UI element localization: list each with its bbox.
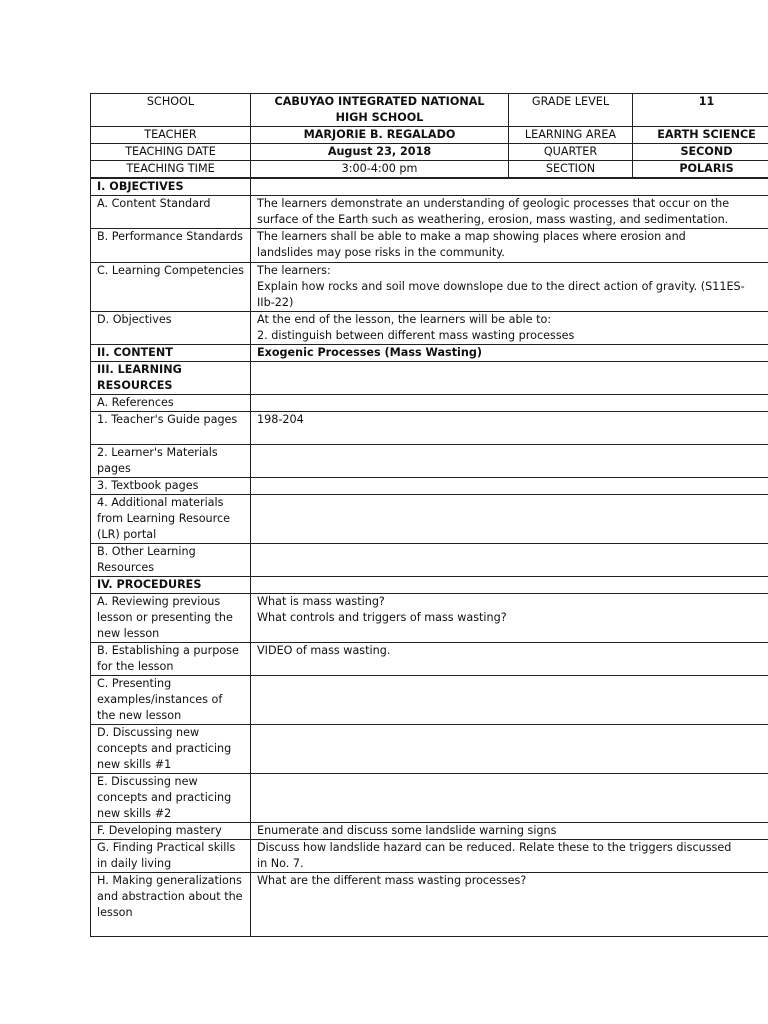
content-line: surface of the Earth such as weathering, erosion, mass wasting, and sedimentation. xyxy=(257,213,729,226)
row-content xyxy=(251,478,768,495)
content-line: Discuss how landslide hazard can be reduced. Relate these to the triggers discussed xyxy=(257,841,732,854)
row-label: 2. Learner's Materials pages xyxy=(91,445,251,478)
section-value: POLARIS xyxy=(633,161,768,178)
row-content: Exogenic Processes (Mass Wasting) xyxy=(251,345,768,362)
table-row xyxy=(91,643,768,676)
row-label: G. Finding Practical skills in daily living xyxy=(91,840,251,873)
content-line: landslides may pose risks in the community. xyxy=(257,246,505,259)
row-content xyxy=(251,312,768,345)
row-label: C. Learning Competencies xyxy=(91,263,251,312)
row-content xyxy=(251,774,768,823)
table-row xyxy=(91,544,768,577)
content-line: 2. distinguish between different mass wasting processes xyxy=(257,329,575,342)
row-content xyxy=(251,395,768,412)
row-content xyxy=(251,229,768,263)
row-content xyxy=(251,196,768,229)
row-content xyxy=(251,544,768,577)
table-row xyxy=(91,263,768,312)
learning-area-label: LEARNING AREA xyxy=(509,127,633,144)
row-label: 3. Textbook pages xyxy=(91,478,251,495)
content-line: What is mass wasting? xyxy=(257,595,385,608)
content-line: The learners: xyxy=(257,264,331,277)
school-value: CABUYAO INTEGRATED NATIONAL HIGH SCHOOL xyxy=(251,94,509,127)
row-content xyxy=(251,362,768,395)
section-label: SECTION xyxy=(509,161,633,178)
content-line: The learners shall be able to make a map showing places where erosion and xyxy=(257,230,686,243)
row-content: Enumerate and discuss some landslide warning signs xyxy=(251,823,768,840)
school-label: SCHOOL xyxy=(91,94,251,127)
row-label: A. Content Standard xyxy=(91,196,251,229)
table-row xyxy=(91,676,768,725)
row-label: A. References xyxy=(91,395,251,412)
table-row xyxy=(91,412,768,445)
content-line: in No. 7. xyxy=(257,857,304,870)
row-content: What are the different mass wasting processes? xyxy=(251,873,768,937)
table-row xyxy=(91,725,768,774)
header-row-date xyxy=(91,144,768,161)
row-label: B. Performance Standards xyxy=(91,229,251,263)
learning-area-value: EARTH SCIENCE xyxy=(633,127,768,144)
table-row xyxy=(91,362,768,395)
table-row xyxy=(91,395,768,412)
table-row xyxy=(91,179,768,196)
section-heading: III. LEARNING RESOURCES xyxy=(91,362,251,395)
table-row xyxy=(91,229,768,263)
row-label: C. Presenting examples/instances of the new lesson xyxy=(91,676,251,725)
row-content xyxy=(251,495,768,544)
header-row-time xyxy=(91,161,768,178)
table-row xyxy=(91,823,768,840)
row-label: D. Discussing new concepts and practicing new skills #1 xyxy=(91,725,251,774)
content-line: What controls and triggers of mass wasting? xyxy=(257,611,507,624)
content-line: The learners demonstrate an understanding of geologic processes that occur on the xyxy=(257,197,730,210)
row-content xyxy=(251,263,768,312)
row-content: VIDEO of mass wasting. xyxy=(251,643,768,676)
header-row-teacher xyxy=(91,127,768,144)
row-label: H. Making generalizations and abstraction about the lesson xyxy=(91,873,251,937)
table-row xyxy=(91,345,768,362)
row-label: 4. Additional materials from Learning Resource (LR) portal xyxy=(91,495,251,544)
teacher-label: TEACHER xyxy=(91,127,251,144)
content-line: At the end of the lesson, the learners will be able to: xyxy=(257,313,552,326)
row-content xyxy=(251,179,768,196)
row-content xyxy=(251,577,768,594)
row-label: D. Objectives xyxy=(91,312,251,345)
table-row xyxy=(91,445,768,478)
content-line: IIb-22) xyxy=(257,296,294,309)
section-heading: II. CONTENT xyxy=(91,345,251,362)
table-row xyxy=(91,594,768,643)
section-heading: I. OBJECTIVES xyxy=(91,179,251,196)
teaching-time-value: 3:00-4:00 pm xyxy=(251,161,509,178)
teacher-value: MARJORIE B. REGALADO xyxy=(251,127,509,144)
row-label: F. Developing mastery xyxy=(91,823,251,840)
table-row xyxy=(91,774,768,823)
row-content: 198-204 xyxy=(251,412,768,445)
grade-level-label: GRADE LEVEL xyxy=(509,94,633,127)
header-table xyxy=(90,93,768,178)
row-label: E. Discussing new concepts and practicing new skills #2 xyxy=(91,774,251,823)
row-content xyxy=(251,445,768,478)
lesson-plan-table xyxy=(90,178,768,937)
lesson-plan-sheet xyxy=(90,93,768,937)
row-label: B. Establishing a purpose for the lesson xyxy=(91,643,251,676)
section-heading: IV. PROCEDURES xyxy=(91,577,251,594)
row-label: B. Other Learning Resources xyxy=(91,544,251,577)
table-row xyxy=(91,312,768,345)
table-row xyxy=(91,478,768,495)
teaching-time-label: TEACHING TIME xyxy=(91,161,251,178)
grade-level-value: 11 xyxy=(633,94,768,127)
quarter-value: SECOND xyxy=(633,144,768,161)
header-row-school xyxy=(91,94,768,127)
content-line: Explain how rocks and soil move downslope due to the direct action of gravity. (S11ES- xyxy=(257,280,745,293)
table-row xyxy=(91,873,768,937)
teaching-date-label: TEACHING DATE xyxy=(91,144,251,161)
table-row xyxy=(91,840,768,873)
row-label: A. Reviewing previous lesson or presenting the new lesson xyxy=(91,594,251,643)
table-row xyxy=(91,196,768,229)
row-label: 1. Teacher's Guide pages xyxy=(91,412,251,445)
row-content xyxy=(251,594,768,643)
row-content xyxy=(251,676,768,725)
table-row xyxy=(91,495,768,544)
row-content xyxy=(251,840,768,873)
teaching-date-value: August 23, 2018 xyxy=(251,144,509,161)
table-row xyxy=(91,577,768,594)
quarter-label: QUARTER xyxy=(509,144,633,161)
row-content xyxy=(251,725,768,774)
